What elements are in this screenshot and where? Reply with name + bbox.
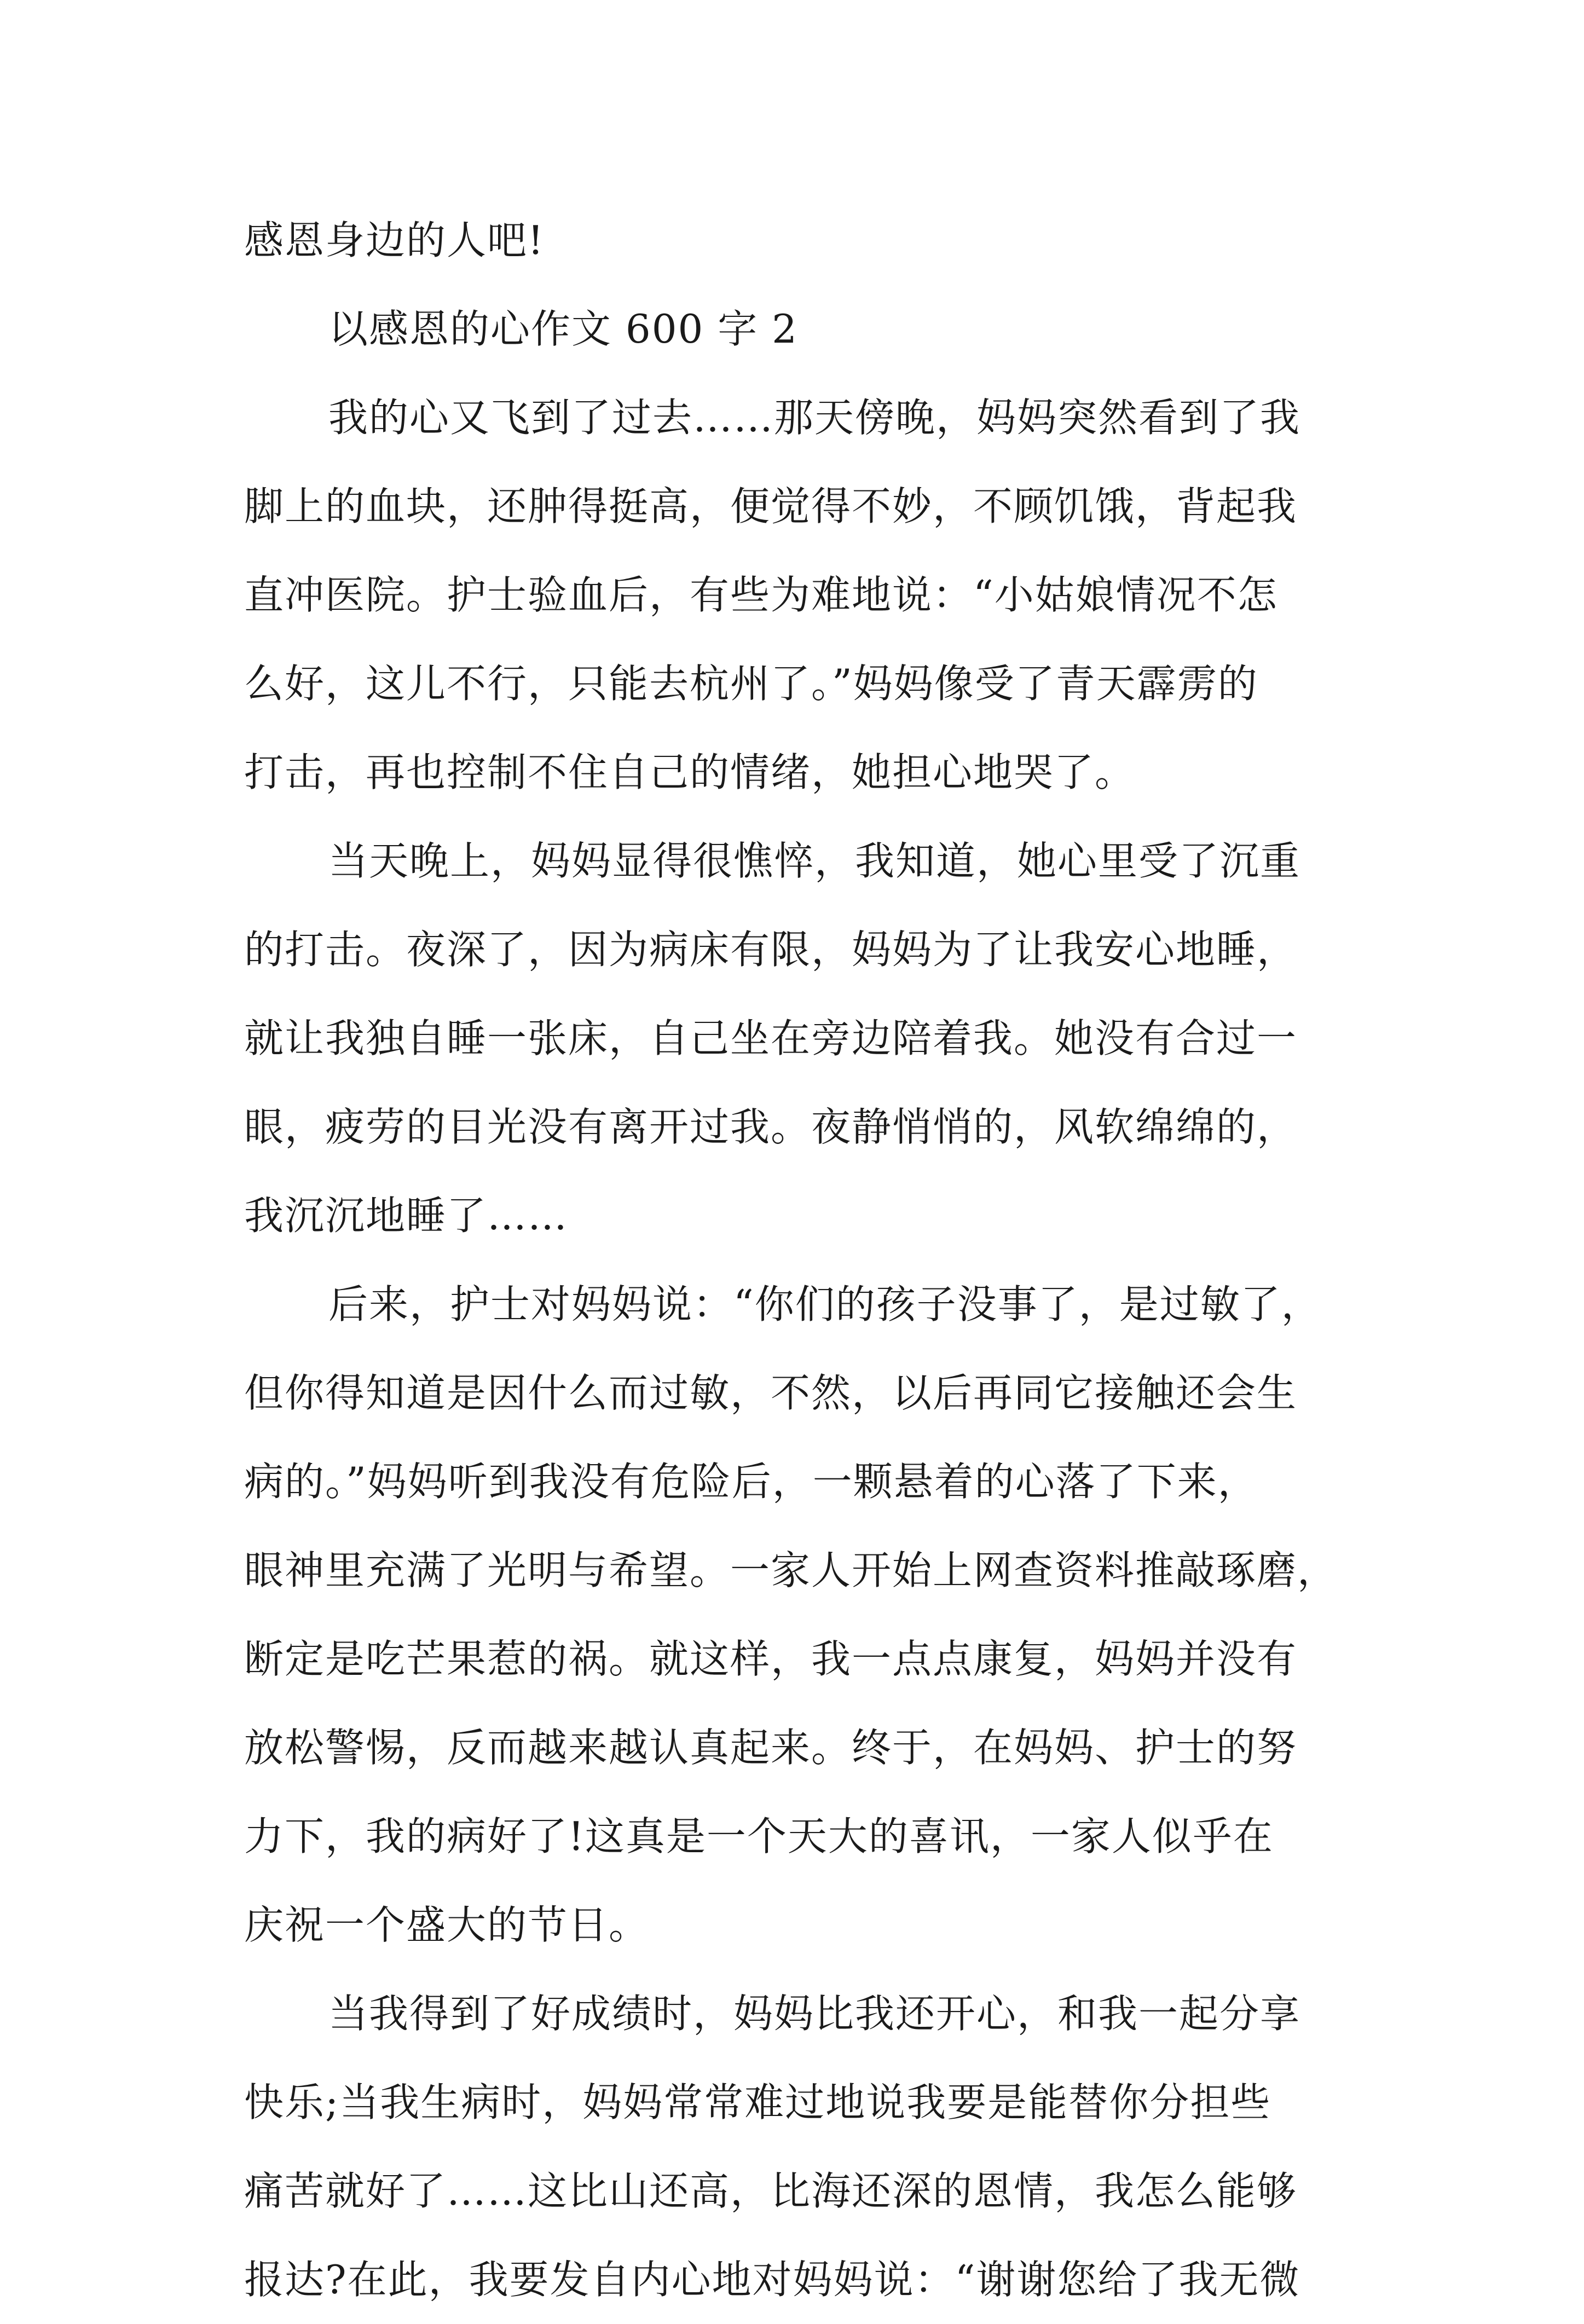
paragraph-line: 当我得到了好成绩时，妈妈比我还开心，和我一起分享 xyxy=(328,1991,1301,2037)
essay-body xyxy=(244,196,1362,2324)
paragraph-line: 的打击。夜深了，因为病床有限，妈妈为了让我安心地睡， xyxy=(244,927,1298,973)
paragraph-line: 断定是吃芒果惹的祸。就这样，我一点点康复，妈妈并没有 xyxy=(244,1636,1298,1682)
paragraph-line: 脚上的血块，还肿得挺高，便觉得不妙，不顾饥饿，背起我 xyxy=(244,483,1298,529)
essay-heading: 以感恩的心作文 600 字 2 xyxy=(328,306,798,352)
paragraph-line: 眼，疲劳的目光没有离开过我。夜静悄悄的，风软绵绵的， xyxy=(244,1104,1298,1150)
paragraph-line: 庆祝一个盛大的节日。 xyxy=(244,1902,650,1948)
paragraph-line: 放松警惕，反而越来越认真起来。终于，在妈妈、护士的努 xyxy=(244,1725,1298,1771)
text-line: 感恩身边的人吧! xyxy=(244,217,545,263)
paragraph-line: 我沉沉地睡了…… xyxy=(244,1193,569,1239)
paragraph-line: 就让我独自睡一张床，自己坐在旁边陪着我。她没有合过一 xyxy=(244,1015,1298,1061)
paragraph-line: 快乐;当我生病时，妈妈常常难过地说我要是能替你分担些 xyxy=(244,2079,1271,2125)
paragraph-line: 当天晚上，妈妈显得很憔悴，我知道，她心里受了沉重 xyxy=(328,838,1301,884)
paragraph-line: 但你得知道是因什么而过敏，不然，以后再同它接触还会生 xyxy=(244,1370,1298,1416)
paragraph-line: 打击，再也控制不住自己的情绪，她担心地哭了。 xyxy=(244,749,1136,795)
paragraph-line: 直冲医院。护士验血后，有些为难地说：“小姑娘情况不怎 xyxy=(244,572,1278,618)
paragraph-line: 痛苦就好了……这比山还高，比海还深的恩情，我怎么能够 xyxy=(244,2168,1298,2214)
paragraph-line: 后来，护士对妈妈说：“你们的孩子没事了，是过敏了， xyxy=(328,1281,1322,1327)
paragraph-line: 么好，这儿不行，只能去杭州了。”妈妈像受了青天霹雳的 xyxy=(244,661,1258,707)
paragraph-line: 眼神里充满了光明与希望。一家人开始上网查资料推敲琢磨， xyxy=(244,1547,1338,1593)
paragraph-line: 病的。”妈妈听到我没有危险后，一颗悬着的心落了下来， xyxy=(244,1459,1258,1505)
paragraph-line: 力下，我的病好了!这真是一个天大的喜讯，一家人似乎在 xyxy=(244,1813,1274,1859)
paragraph-line: 报达?在此，我要发自内心地对妈妈说：“谢谢您给了我无微 xyxy=(244,2257,1300,2303)
paragraph-line: 我的心又飞到了过去……那天傍晚，妈妈突然看到了我 xyxy=(328,395,1301,441)
